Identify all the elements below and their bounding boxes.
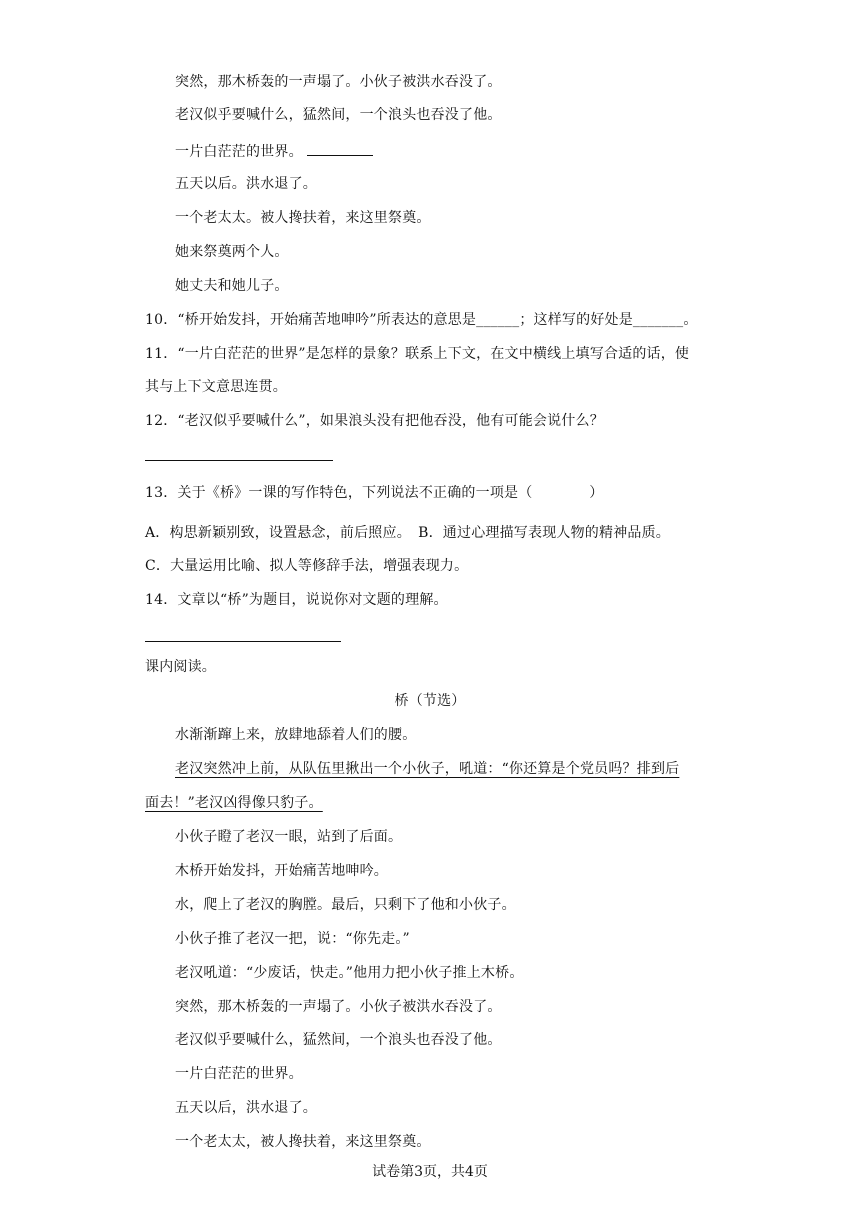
passage-top-line-6: 她来祭奠两个人。 — [175, 244, 289, 260]
passage-top-line-3 — [175, 141, 373, 162]
question-13-option-c: C．大量运用比喻、拟人等修辞手法，增强表现力。 — [145, 558, 469, 574]
passage-2-line-9: 突然，那木桥轰的一声塌了。小伙子被洪水吞没了。 — [175, 999, 502, 1015]
question-13: 13．关于《桥》一课的写作特色，下列说法不正确的一项是（ ） — [145, 485, 604, 501]
passage-2-line-8: 老汉吼道：“少废话，快走。”他用力把小伙子推上木桥。 — [175, 965, 524, 981]
passage-2-line-2-underlined: 老汉突然冲上前，从队伍里揪出一个小伙子，吼道：“你还算是个党员吗？排到后 — [175, 761, 680, 777]
passage-2-line-11: 一片白茫茫的世界。 — [175, 1066, 303, 1082]
passage-top-line-7: 她丈夫和她儿子。 — [175, 278, 289, 294]
answer-line-q12[interactable] — [145, 460, 333, 461]
section-intro: 课内阅读。 — [145, 659, 216, 675]
question-11-line-2: 其与上下文意思连贯。 — [145, 379, 287, 395]
question-10: 10．“桥开始发抖，开始痛苦地呻吟”所表达的意思是______；这样写的好处是_______。 — [145, 312, 698, 328]
passage-top-line-2: 老汉似乎要喊什么，猛然间，一个浪头也吞没了他。 — [175, 107, 502, 123]
passage-2-line-6: 水，爬上了老汉的胸膛。最后，只剩下了他和小伙子。 — [175, 897, 516, 913]
question-13-options-a-b: A．构思新颖别致，设置悬念，前后照应。 B．通过心理描写表现人物的精神品质。 — [145, 525, 670, 541]
question-11-line-1: 11．“一片白茫茫的世界”是怎样的景象？联系上下文，在文中横线上填写合适的话，使 — [145, 346, 690, 362]
passage-top-line-1: 突然，那木桥轰的一声塌了。小伙子被洪水吞没了。 — [175, 74, 502, 90]
passage-top-line-4: 五天以后。洪水退了。 — [175, 176, 317, 192]
passage-2-title: 桥（节选） — [394, 693, 466, 709]
question-12: 12．“老汉似乎要喊什么”，如果浪头没有把他吞没，他有可能会说什么？ — [145, 413, 604, 429]
question-14: 14．文章以“桥”为题目，说说你对文题的理解。 — [145, 592, 448, 608]
passage-2-line-5: 木桥开始发抖，开始痛苦地呻吟。 — [175, 863, 388, 879]
passage-2-line-12: 五天以后，洪水退了。 — [175, 1100, 317, 1116]
passage-2-line-10: 老汉似乎要喊什么，猛然间，一个浪头也吞没了他。 — [175, 1032, 502, 1048]
passage-2-line-1: 水渐渐蹿上来，放肆地舔着人们的腰。 — [175, 727, 417, 743]
passage-2-line-13: 一个老太太，被人搀扶着，来这里祭奠。 — [175, 1134, 431, 1150]
passage-2-line-4: 小伙子瞪了老汉一眼，站到了后面。 — [175, 829, 403, 845]
page-footer: 试卷第3页，共4页 — [372, 1164, 488, 1180]
passage-top-line-3-text: 一片白茫茫的世界。 — [175, 144, 303, 160]
answer-blank-q11[interactable] — [307, 141, 373, 156]
passage-2-line-7: 小伙子推了老汉一把，说：“你先走。” — [175, 931, 410, 947]
passage-top-line-5: 一个老太太。被人搀扶着，来这里祭奠。 — [175, 210, 431, 226]
passage-2-line-3-underlined: 面去！”老汉凶得像只豹子。 — [145, 795, 323, 811]
answer-line-q14[interactable] — [145, 641, 341, 642]
